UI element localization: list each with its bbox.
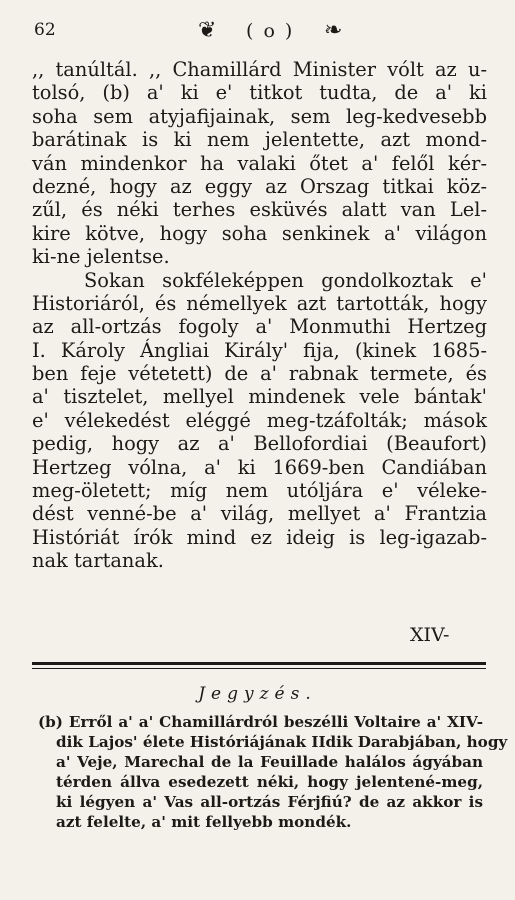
text-line: dezné, hogy az eggy az Orszag titkai köz-	[32, 174, 487, 198]
notes-title: Jegyzés.	[198, 684, 317, 704]
footnote-line: térden állva esedezett néki, hogy jelentené-meg,	[56, 773, 483, 791]
text-line: ,, tanúltál. ,, Chamillárd Minister vólt az u-	[32, 58, 487, 81]
text-line: meg-öletett; míg nem utóljára e' véleke-	[32, 479, 487, 503]
text-line: ben feje vétetett) de a' rabnak termete, és	[32, 362, 487, 386]
text-line: az all-ortzás fogoly a' Monmuthi Hertzeg	[32, 315, 487, 339]
text-line: ki-ne jelentse.	[32, 245, 170, 269]
page-mark: ( o )	[246, 20, 295, 42]
catchword: XIV-	[410, 624, 450, 646]
text-line: Historiáról, és némellyek azt tartották, hogy	[32, 291, 487, 315]
text-line: dést venné-be a' világ, mellyet a' Frantzia	[32, 502, 487, 526]
fleuron-left-icon: ❦	[198, 18, 217, 43]
footnote-line: azt felelte, a' mit fellyebb mondék.	[56, 813, 352, 831]
footnote-rule-thin	[32, 668, 486, 669]
footnote-line: dik Lajos' élete Históriájának IIdik Darabjában, hogy	[56, 733, 508, 751]
text-line: nak tartanak.	[32, 549, 164, 573]
footnote-line: (b) Erről a' a' Chamillárdról beszélli Voltaire a' XIV-	[38, 713, 483, 731]
text-line: ván mindenkor ha valaki őtet a' felől kér-	[32, 151, 487, 175]
text-line: kire kötve, hogy soha senkinek a' világon	[32, 221, 487, 245]
text-line: soha sem atyjafijainak, sem leg-kedvesebb	[32, 104, 487, 128]
footnote-line: a' Veje, Marechal de la Feuillade halálos ágyában	[56, 753, 483, 771]
text-line: Sokan sokféleképpen gondolkoztak e'	[84, 268, 487, 292]
footnote-rule-thick	[32, 662, 486, 665]
page-header	[28, 18, 475, 50]
text-line: barátinak is ki nem jelentette, azt mond-	[32, 128, 487, 152]
main-text	[32, 58, 487, 573]
text-line: zűl, és néki terhes esküvés alatt van Lel-	[32, 198, 487, 222]
footnote	[38, 712, 508, 832]
text-line: tolsó, (b) a' ki e' titkot tudta, de a' ki	[32, 81, 487, 105]
text-line: a' tisztelet, mellyel mindenek vele bántak'	[32, 385, 487, 409]
footnote-line: ki légyen a' Vas all-ortzás Férjfiú? de az akkor is	[56, 793, 483, 811]
fleuron-right-icon: ❧	[324, 18, 343, 43]
text-line: e' vélekedést eléggé meg-tzáfolták; mások	[32, 408, 487, 432]
text-line: Históriát írók mind ez ideig is leg-igazab-	[32, 525, 487, 549]
page-number: 62	[34, 20, 56, 40]
text-line: I. Károly Ángliai Király' fija, (kinek 1685-	[32, 338, 487, 362]
text-line: Hertzeg vólna, a' ki 1669-ben Candiában	[32, 455, 487, 479]
text-line: pedig, hogy az a' Bellofordiai (Beaufort)	[32, 432, 487, 456]
